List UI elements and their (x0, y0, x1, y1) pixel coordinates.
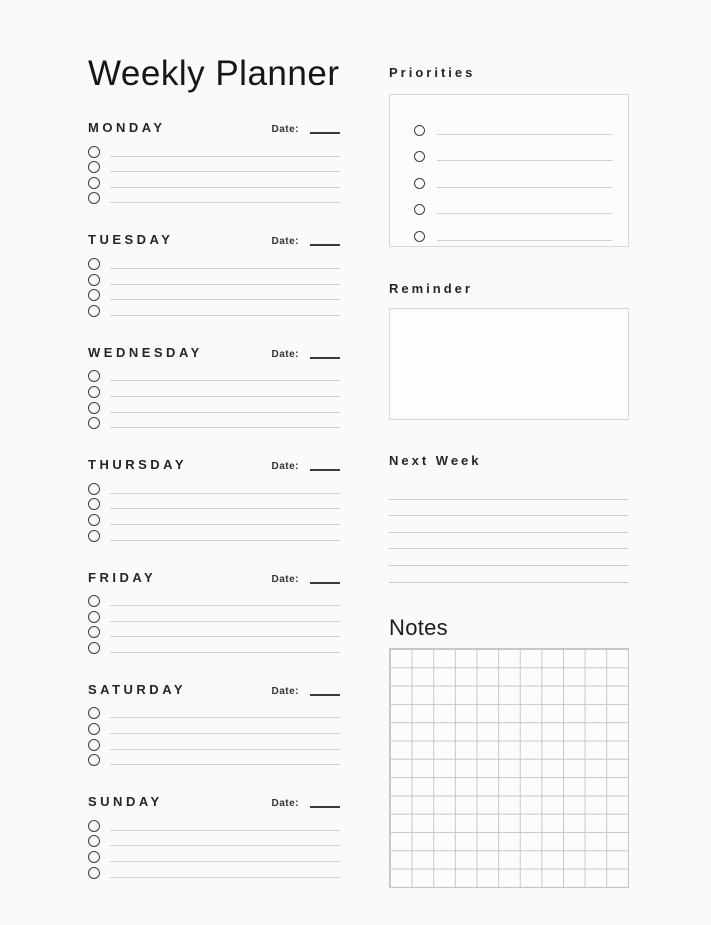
task-circle-icon (88, 370, 100, 382)
day-label: SATURDAY (88, 681, 187, 697)
task-row (88, 832, 340, 848)
task-row (88, 607, 340, 623)
task-blank-line (110, 156, 340, 157)
task-circle-icon (88, 530, 100, 542)
task-blank-line (110, 540, 340, 541)
day-header (88, 345, 340, 360)
task-blank-line (110, 749, 340, 750)
task-blank-line (110, 268, 340, 269)
task-blank-line (110, 187, 340, 188)
task-circle-icon (88, 642, 100, 654)
priority-circle-icon (414, 151, 425, 162)
task-blank-line (110, 636, 340, 637)
reminder-label: Reminder (389, 281, 473, 296)
date-field (271, 574, 340, 585)
date-field (271, 686, 340, 697)
date-field (271, 461, 340, 472)
task-row (88, 301, 340, 317)
task-circle-icon (88, 707, 100, 719)
task-blank-line (110, 493, 340, 494)
date-blank-line (310, 806, 340, 808)
date-label: Date: (271, 573, 299, 585)
day-label: THURSDAY (88, 457, 188, 473)
task-blank-line (110, 764, 340, 765)
task-circle-icon (88, 192, 100, 204)
next-week-lines (389, 483, 629, 583)
task-blank-line (110, 427, 340, 428)
next-week-blank-line (389, 566, 629, 583)
task-circle-icon (88, 289, 100, 301)
day-label: TUESDAY (88, 232, 174, 248)
task-blank-line (110, 877, 340, 878)
priorities-box (389, 94, 629, 247)
task-blank-line (110, 315, 340, 316)
priority-circle-icon (414, 178, 425, 189)
task-row (88, 510, 340, 526)
task-blank-line (110, 845, 340, 846)
task-blank-line (110, 733, 340, 734)
date-field (271, 124, 340, 135)
notes-label: Notes (389, 614, 448, 640)
task-circle-icon (88, 754, 100, 766)
task-row (88, 495, 340, 511)
notes-grid (389, 648, 629, 888)
date-blank-line (310, 132, 340, 134)
priority-row (414, 216, 613, 243)
task-blank-line (110, 652, 340, 653)
task-row (88, 414, 340, 430)
day-section-thursday (88, 457, 340, 541)
task-circle-icon (88, 820, 100, 832)
reminder-box (389, 308, 629, 420)
day-label: WEDNESDAY (88, 344, 203, 360)
task-circle-icon (88, 739, 100, 751)
task-row (88, 479, 340, 495)
task-row (88, 286, 340, 302)
task-row (88, 816, 340, 832)
task-row (88, 735, 340, 751)
task-row (88, 704, 340, 720)
priority-row (414, 110, 613, 137)
task-circle-icon (88, 835, 100, 847)
task-blank-line (110, 861, 340, 862)
day-label: FRIDAY (88, 569, 157, 585)
task-circle-icon (88, 483, 100, 495)
next-week-blank-line (389, 500, 629, 517)
task-circle-icon (88, 305, 100, 317)
date-label: Date: (271, 685, 299, 697)
date-blank-line (310, 357, 340, 359)
priority-row (414, 163, 613, 190)
task-circle-icon (88, 274, 100, 286)
task-row (88, 158, 340, 174)
task-blank-line (110, 621, 340, 622)
task-row (88, 270, 340, 286)
task-blank-line (110, 284, 340, 285)
day-section-saturday (88, 682, 340, 766)
page-title: Weekly Planner (88, 54, 340, 93)
priorities-label: Priorities (389, 65, 476, 80)
date-label: Date: (271, 798, 299, 810)
task-circle-icon (88, 402, 100, 414)
day-section-wednesday (88, 345, 340, 429)
task-blank-line (110, 605, 340, 606)
task-circle-icon (88, 386, 100, 398)
day-header (88, 682, 340, 697)
task-row (88, 719, 340, 735)
day-section-friday (88, 570, 340, 654)
day-section-tuesday (88, 232, 340, 316)
priority-row (414, 190, 613, 217)
date-field (271, 798, 340, 809)
task-circle-icon (88, 867, 100, 879)
task-circle-icon (88, 595, 100, 607)
priority-row (414, 137, 613, 164)
priority-blank-line (437, 160, 613, 161)
task-blank-line (110, 299, 340, 300)
task-blank-line (110, 396, 340, 397)
next-week-blank-line (389, 483, 629, 500)
task-blank-line (110, 524, 340, 525)
task-row (88, 173, 340, 189)
task-row (88, 254, 340, 270)
date-blank-line (310, 469, 340, 471)
priority-blank-line (437, 187, 613, 188)
task-circle-icon (88, 146, 100, 158)
task-row (88, 189, 340, 205)
date-blank-line (310, 694, 340, 696)
day-header (88, 457, 340, 472)
task-row (88, 382, 340, 398)
date-blank-line (310, 582, 340, 584)
task-circle-icon (88, 498, 100, 510)
task-circle-icon (88, 611, 100, 623)
next-week-blank-line (389, 516, 629, 533)
day-header (88, 232, 340, 247)
next-week-blank-line (389, 533, 629, 550)
task-row (88, 847, 340, 863)
day-label: SUNDAY (88, 794, 163, 810)
priority-circle-icon (414, 204, 425, 215)
day-section-sunday (88, 794, 340, 878)
task-blank-line (110, 412, 340, 413)
task-row (88, 863, 340, 879)
next-week-blank-line (389, 549, 629, 566)
side-column (389, 54, 631, 907)
task-circle-icon (88, 626, 100, 638)
priority-blank-line (437, 213, 613, 214)
day-header (88, 570, 340, 585)
task-circle-icon (88, 258, 100, 270)
task-circle-icon (88, 417, 100, 429)
day-label: MONDAY (88, 120, 166, 135)
priority-blank-line (437, 240, 613, 241)
task-row (88, 751, 340, 767)
task-circle-icon (88, 177, 100, 189)
task-row (88, 367, 340, 383)
task-blank-line (110, 380, 340, 381)
day-header (88, 794, 340, 809)
date-field (271, 236, 340, 247)
task-blank-line (110, 171, 340, 172)
task-row (88, 526, 340, 542)
day-section-monday (88, 120, 340, 204)
task-row (88, 398, 340, 414)
priority-blank-line (437, 134, 613, 135)
date-label: Date: (271, 124, 299, 135)
days-column (88, 54, 340, 907)
date-label: Date: (271, 461, 299, 473)
task-circle-icon (88, 161, 100, 173)
task-blank-line (110, 202, 340, 203)
date-label: Date: (271, 348, 299, 360)
task-circle-icon (88, 514, 100, 526)
task-row (88, 592, 340, 608)
task-blank-line (110, 830, 340, 831)
priority-circle-icon (414, 125, 425, 136)
priority-circle-icon (414, 231, 425, 242)
task-blank-line (110, 717, 340, 718)
task-row (88, 638, 340, 654)
task-row (88, 142, 340, 158)
task-blank-line (110, 508, 340, 509)
date-blank-line (310, 244, 340, 246)
task-circle-icon (88, 851, 100, 863)
next-week-label: Next Week (389, 453, 482, 468)
date-field (271, 349, 340, 360)
task-circle-icon (88, 723, 100, 735)
date-label: Date: (271, 236, 299, 248)
day-header (88, 120, 340, 135)
task-row (88, 623, 340, 639)
